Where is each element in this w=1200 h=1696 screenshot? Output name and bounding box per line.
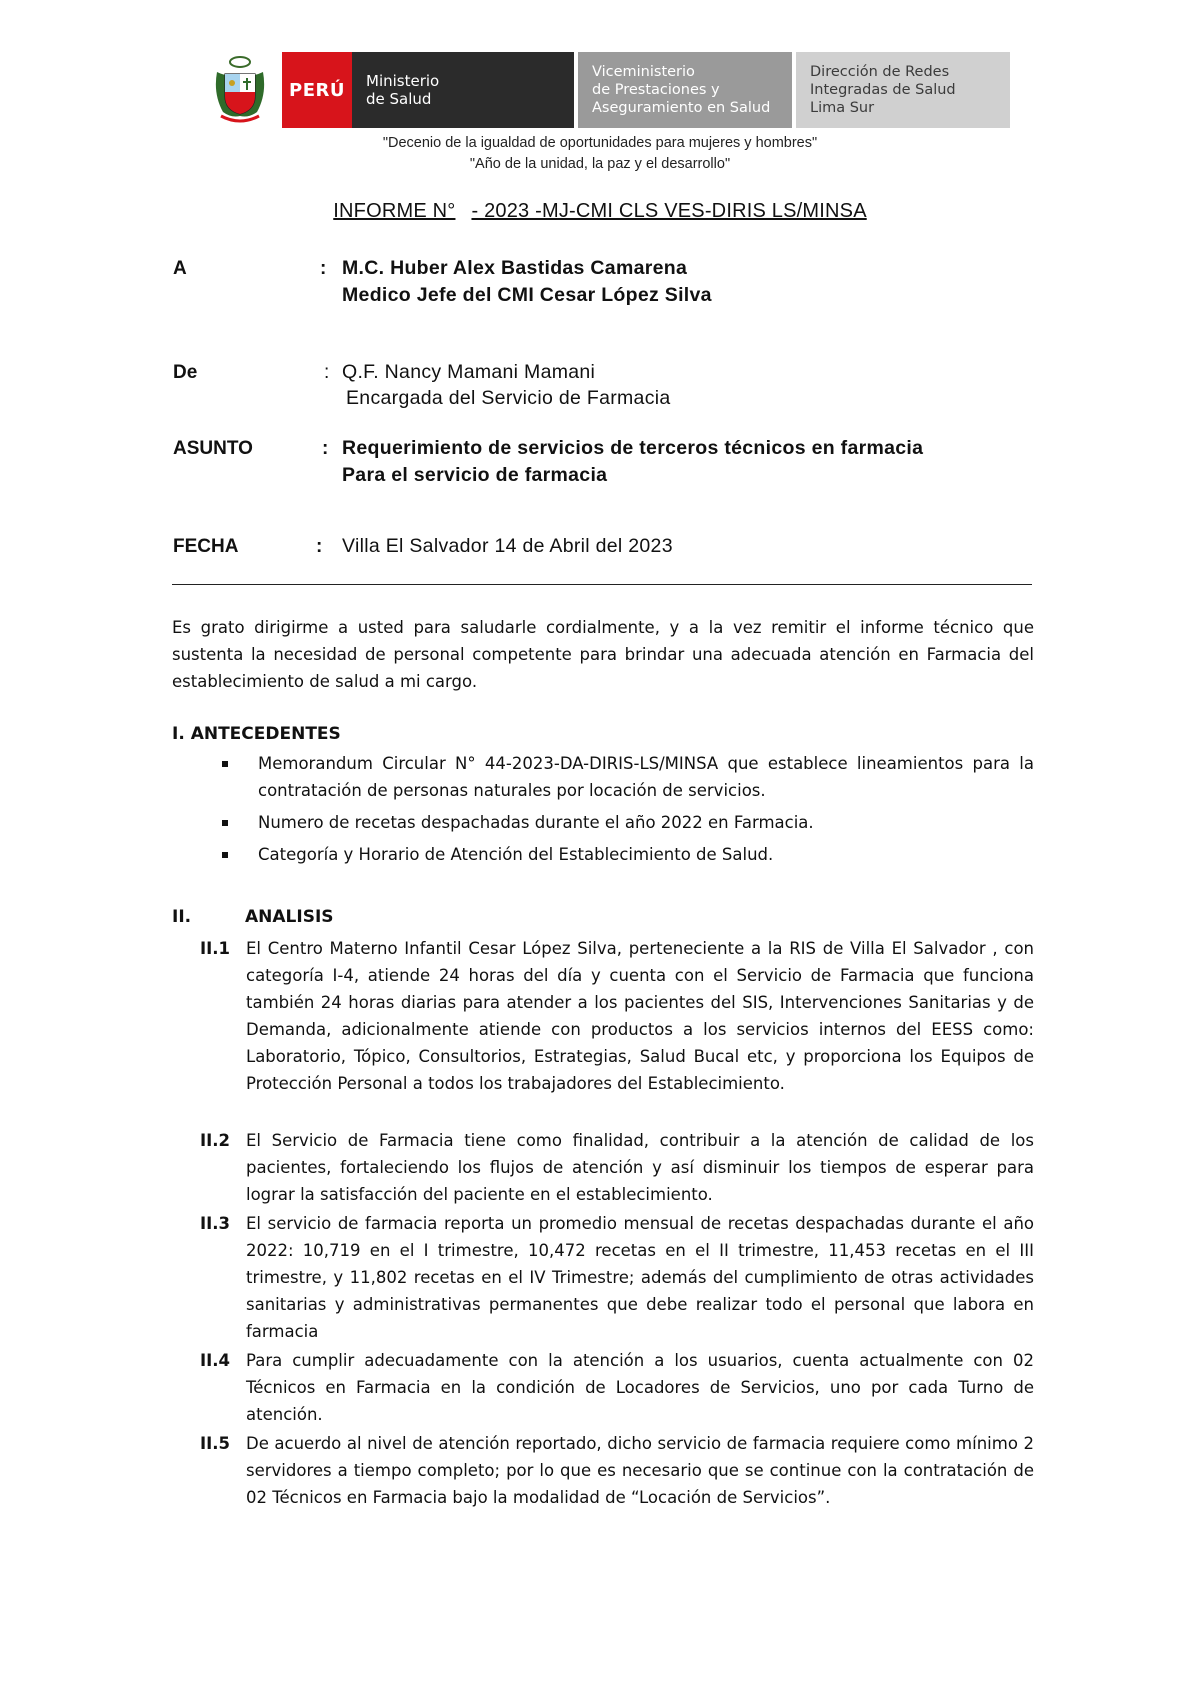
bullet-square-icon	[222, 761, 228, 767]
analisis-number: II.	[172, 907, 192, 927]
analysis-text: El Servicio de Farmacia tiene como finalidad, contribuir a la atención de calidad de los pacientes, fortaleciendo los flujos de atención y así disminuir los tiempos de esperar para lograr la satisfacción del paciente en el establecimiento.	[246, 1131, 1034, 1204]
list-item	[222, 750, 1034, 804]
analysis-code: II.3	[200, 1214, 231, 1233]
list-item-text: Categoría y Horario de Atención del Establecimiento de Salud.	[258, 845, 774, 864]
analysis-text: El Centro Materno Infantil Cesar López Silva, perteneciente a la RIS de Villa El Salvador , con categoría I-4, atiende 24 horas del día y cuenta con el Servicio de Farmacia que funciona también 24 horas diarias para atender a los pacientes del SIS, Intervenciones Sanitarias y de Demanda, adicionalmente atiende con productos a los servicios internos del EESS como: Laboratorio, Tópico, Consultorios, Estrategias, Salud Bucal etc, y proporciona los Equipos de Protección Personal a todos los trabajadores del Establecimiento.	[246, 939, 1034, 1093]
analysis-item-1	[200, 935, 1034, 1097]
field-label-de: De	[173, 362, 198, 383]
analisis-heading: ANALISIS	[245, 907, 334, 927]
field-label-a: A	[173, 258, 187, 279]
decenio-quote: "Decenio de la igualdad de oportunidades para mujeres y hombres"	[382, 135, 818, 151]
recipient-title: Medico Jefe del CMI Cesar López Silva	[342, 284, 712, 306]
subject-line-2: Para el servicio de farmacia	[342, 464, 608, 486]
subject-line-1: Requerimiento de servicios de terceros técnicos en farmacia	[342, 437, 924, 459]
date-value: Villa El Salvador 14 de Abril del 2023	[342, 535, 673, 557]
ministry-line-2: de Salud	[366, 90, 432, 108]
dir-line-3: Lima Sur	[810, 100, 875, 116]
ministry-block	[352, 52, 574, 128]
sender-title: Encargada del Servicio de Farmacia	[346, 387, 671, 409]
direccion-block	[796, 52, 1010, 128]
peru-coat-of-arms-icon	[210, 52, 270, 128]
analysis-item-2	[200, 1127, 1034, 1208]
report-title	[0, 200, 1200, 223]
vice-line-2: de Prestaciones y	[592, 82, 720, 98]
field-colon-a: :	[320, 258, 327, 279]
ministry-line-1: Ministerio	[366, 72, 440, 90]
field-colon-de: :	[324, 362, 330, 383]
analysis-text: De acuerdo al nivel de atención reportado, dicho servicio de farmacia requiere como mínimo 2 servidores a tiempo completo; por lo que es necesario que se continue con la contratación de 02 Técnicos en Farmacia bajo la modalidad de “Locación de Servicios”.	[246, 1434, 1034, 1507]
analysis-item-3	[200, 1210, 1034, 1345]
intro-paragraph: Es grato dirigirme a usted para saludarle cordialmente, y a la vez remitir el informe técnico que sustenta la necesidad de personal competente para brindar una adecuada atención en Farmacia del establecimiento de salud a mi cargo.	[172, 618, 1034, 691]
analysis-item-5	[200, 1430, 1034, 1511]
official-year-quotes	[0, 133, 1200, 175]
title-suffix: - 2023 -MJ-CMI CLS VES-DIRIS LS/MINSA	[471, 200, 867, 222]
list-item-text: Numero de recetas despachadas durante el año 2022 en Farmacia.	[258, 813, 814, 832]
peru-label: PERÚ	[289, 79, 345, 101]
dir-line-1: Dirección de Redes	[810, 64, 950, 80]
sender-name: Q.F. Nancy Mamani Mamani	[342, 361, 596, 383]
field-label-fecha: FECHA	[173, 536, 239, 557]
vice-line-3: Aseguramiento en Salud	[592, 100, 771, 116]
analysis-code: II.2	[200, 1131, 231, 1150]
field-colon-asunto: :	[322, 438, 329, 459]
dir-line-2: Integradas de Salud	[810, 82, 956, 98]
analysis-code: II.5	[200, 1434, 231, 1453]
analysis-text: El servicio de farmacia reporta un promedio mensual de recetas despachadas durante el año 2022: 10,719 en el I trimestre, 10,472 recetas en el II trimestre, 11,453 recetas en el III trimestre, y 11,802 recetas en el IV Trimestre; además del cumplimiento de otras actividades sanitarias y administrativas permanentes que debe realizar todo el personal que labora en farmacia	[246, 1214, 1034, 1341]
analysis-text: Para cumplir adecuadamente con la atención a los usuarios, cuenta actualmente con 02 Técnicos en Farmacia en la condición de Locadores de Servicios, uno por cada Turno de atención.	[246, 1351, 1034, 1424]
analysis-code: II.1	[200, 939, 231, 958]
analysis-code: II.4	[200, 1351, 231, 1370]
field-label-asunto: ASUNTO	[173, 438, 253, 459]
title-prefix: INFORME N°	[333, 200, 456, 222]
viceministry-block	[578, 52, 792, 128]
vice-line-1: Viceministerio	[592, 64, 695, 80]
peru-logo	[282, 52, 352, 128]
institutional-header	[210, 52, 1010, 128]
analysis-item-4	[200, 1347, 1034, 1428]
list-item-text: Memorandum Circular N° 44-2023-DA-DIRIS-LS/MINSA que establece lineamientos para la contratación de personas naturales por locación de servicios.	[258, 754, 1034, 800]
antecedentes-list	[222, 750, 1034, 873]
header-divider	[172, 584, 1032, 585]
bullet-square-icon	[222, 820, 228, 826]
bullet-square-icon	[222, 852, 228, 858]
field-colon-fecha: :	[316, 536, 323, 557]
recipient-name: M.C. Huber Alex Bastidas Camarena	[342, 257, 688, 279]
year-quote: "Año de la unidad, la paz y el desarrollo"	[469, 156, 731, 172]
antecedentes-heading: I. ANTECEDENTES	[172, 724, 341, 744]
list-item	[222, 841, 1034, 868]
list-item	[222, 809, 1034, 836]
